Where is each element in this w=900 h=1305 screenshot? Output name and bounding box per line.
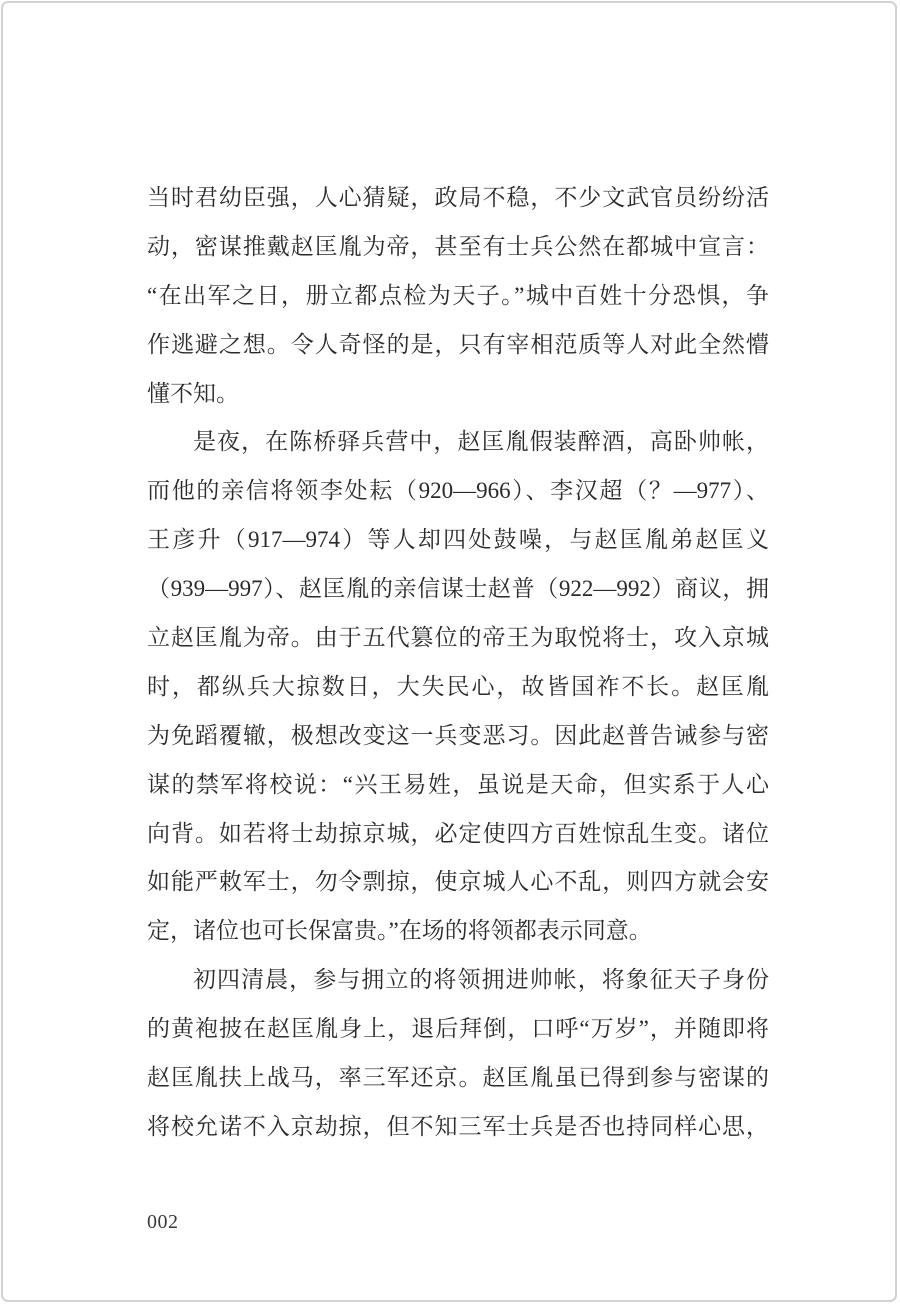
text-line: 懂不知。 bbox=[147, 380, 239, 406]
paragraph-yellow-robe bbox=[147, 956, 769, 1152]
text-line: 动，密谋推戴赵匡胤为帝，甚至有士兵公然在都城中宣言： bbox=[147, 233, 769, 259]
text-line: 而他的亲信将领李处耘（920—966）、李汉超（？—977）、 bbox=[147, 478, 769, 504]
text-line: 谋的禁军将校说：“兴王易姓，虽说是天命，但实系于人心 bbox=[147, 771, 769, 797]
text-line: 初四清晨，参与拥立的将领拥进帅帐，将象征天子身份 bbox=[193, 967, 769, 993]
text-line: 立赵匡胤为帝。由于五代篡位的帝王为取悦将士，攻入京城 bbox=[147, 625, 769, 651]
page-number: 002 bbox=[147, 1211, 179, 1233]
book-page bbox=[1, 1, 897, 1302]
paragraph-chenqiao-night bbox=[147, 418, 769, 956]
text-block bbox=[147, 174, 769, 1152]
paragraph-continuation bbox=[147, 174, 769, 418]
text-line: 定，诸位也可长保富贵。”在场的将领都表示同意。 bbox=[147, 918, 652, 944]
text-line: 是夜，在陈桥驿兵营中，赵匡胤假装醉酒，高卧帅帐， bbox=[193, 429, 769, 455]
text-line: 为免蹈覆辙，极想改变这一兵变恶习。因此赵普告诫参与密 bbox=[147, 722, 769, 748]
text-line: 王彦升（917—974）等人却四处鼓噪，与赵匡胤弟赵匡义 bbox=[147, 527, 769, 553]
text-line: 如能严敕军士，勿令剽掠，使京城人心不乱，则四方就会安 bbox=[147, 869, 769, 895]
text-line: 当时君幼臣强，人心猜疑，政局不稳，不少文武官员纷纷活 bbox=[147, 185, 769, 210]
text-line: “在出军之日，册立都点检为天子。”城中百姓十分恐惧，争 bbox=[147, 282, 769, 308]
text-line: 赵匡胤扶上战马，率三军还京。赵匡胤虽已得到参与密谋的 bbox=[147, 1065, 769, 1091]
text-line: 作逃避之想。令人奇怪的是，只有宰相范质等人对此全然懵 bbox=[147, 331, 769, 357]
text-line: 向背。如若将士劫掠京城，必定使四方百姓惊乱生变。诸位 bbox=[147, 820, 769, 846]
text-line: （939—997）、赵匡胤的亲信谋士赵普（922—992）商议，拥 bbox=[147, 576, 769, 602]
text-line: 将校允诺不入京劫掠，但不知三军士兵是否也持同样心思， bbox=[147, 1113, 769, 1139]
text-line: 时，都纵兵大掠数日，大失民心，故皆国祚不长。赵匡胤 bbox=[147, 673, 769, 699]
text-line: 的黄袍披在赵匡胤身上，退后拜倒，口呼“万岁”，并随即将 bbox=[147, 1016, 769, 1042]
